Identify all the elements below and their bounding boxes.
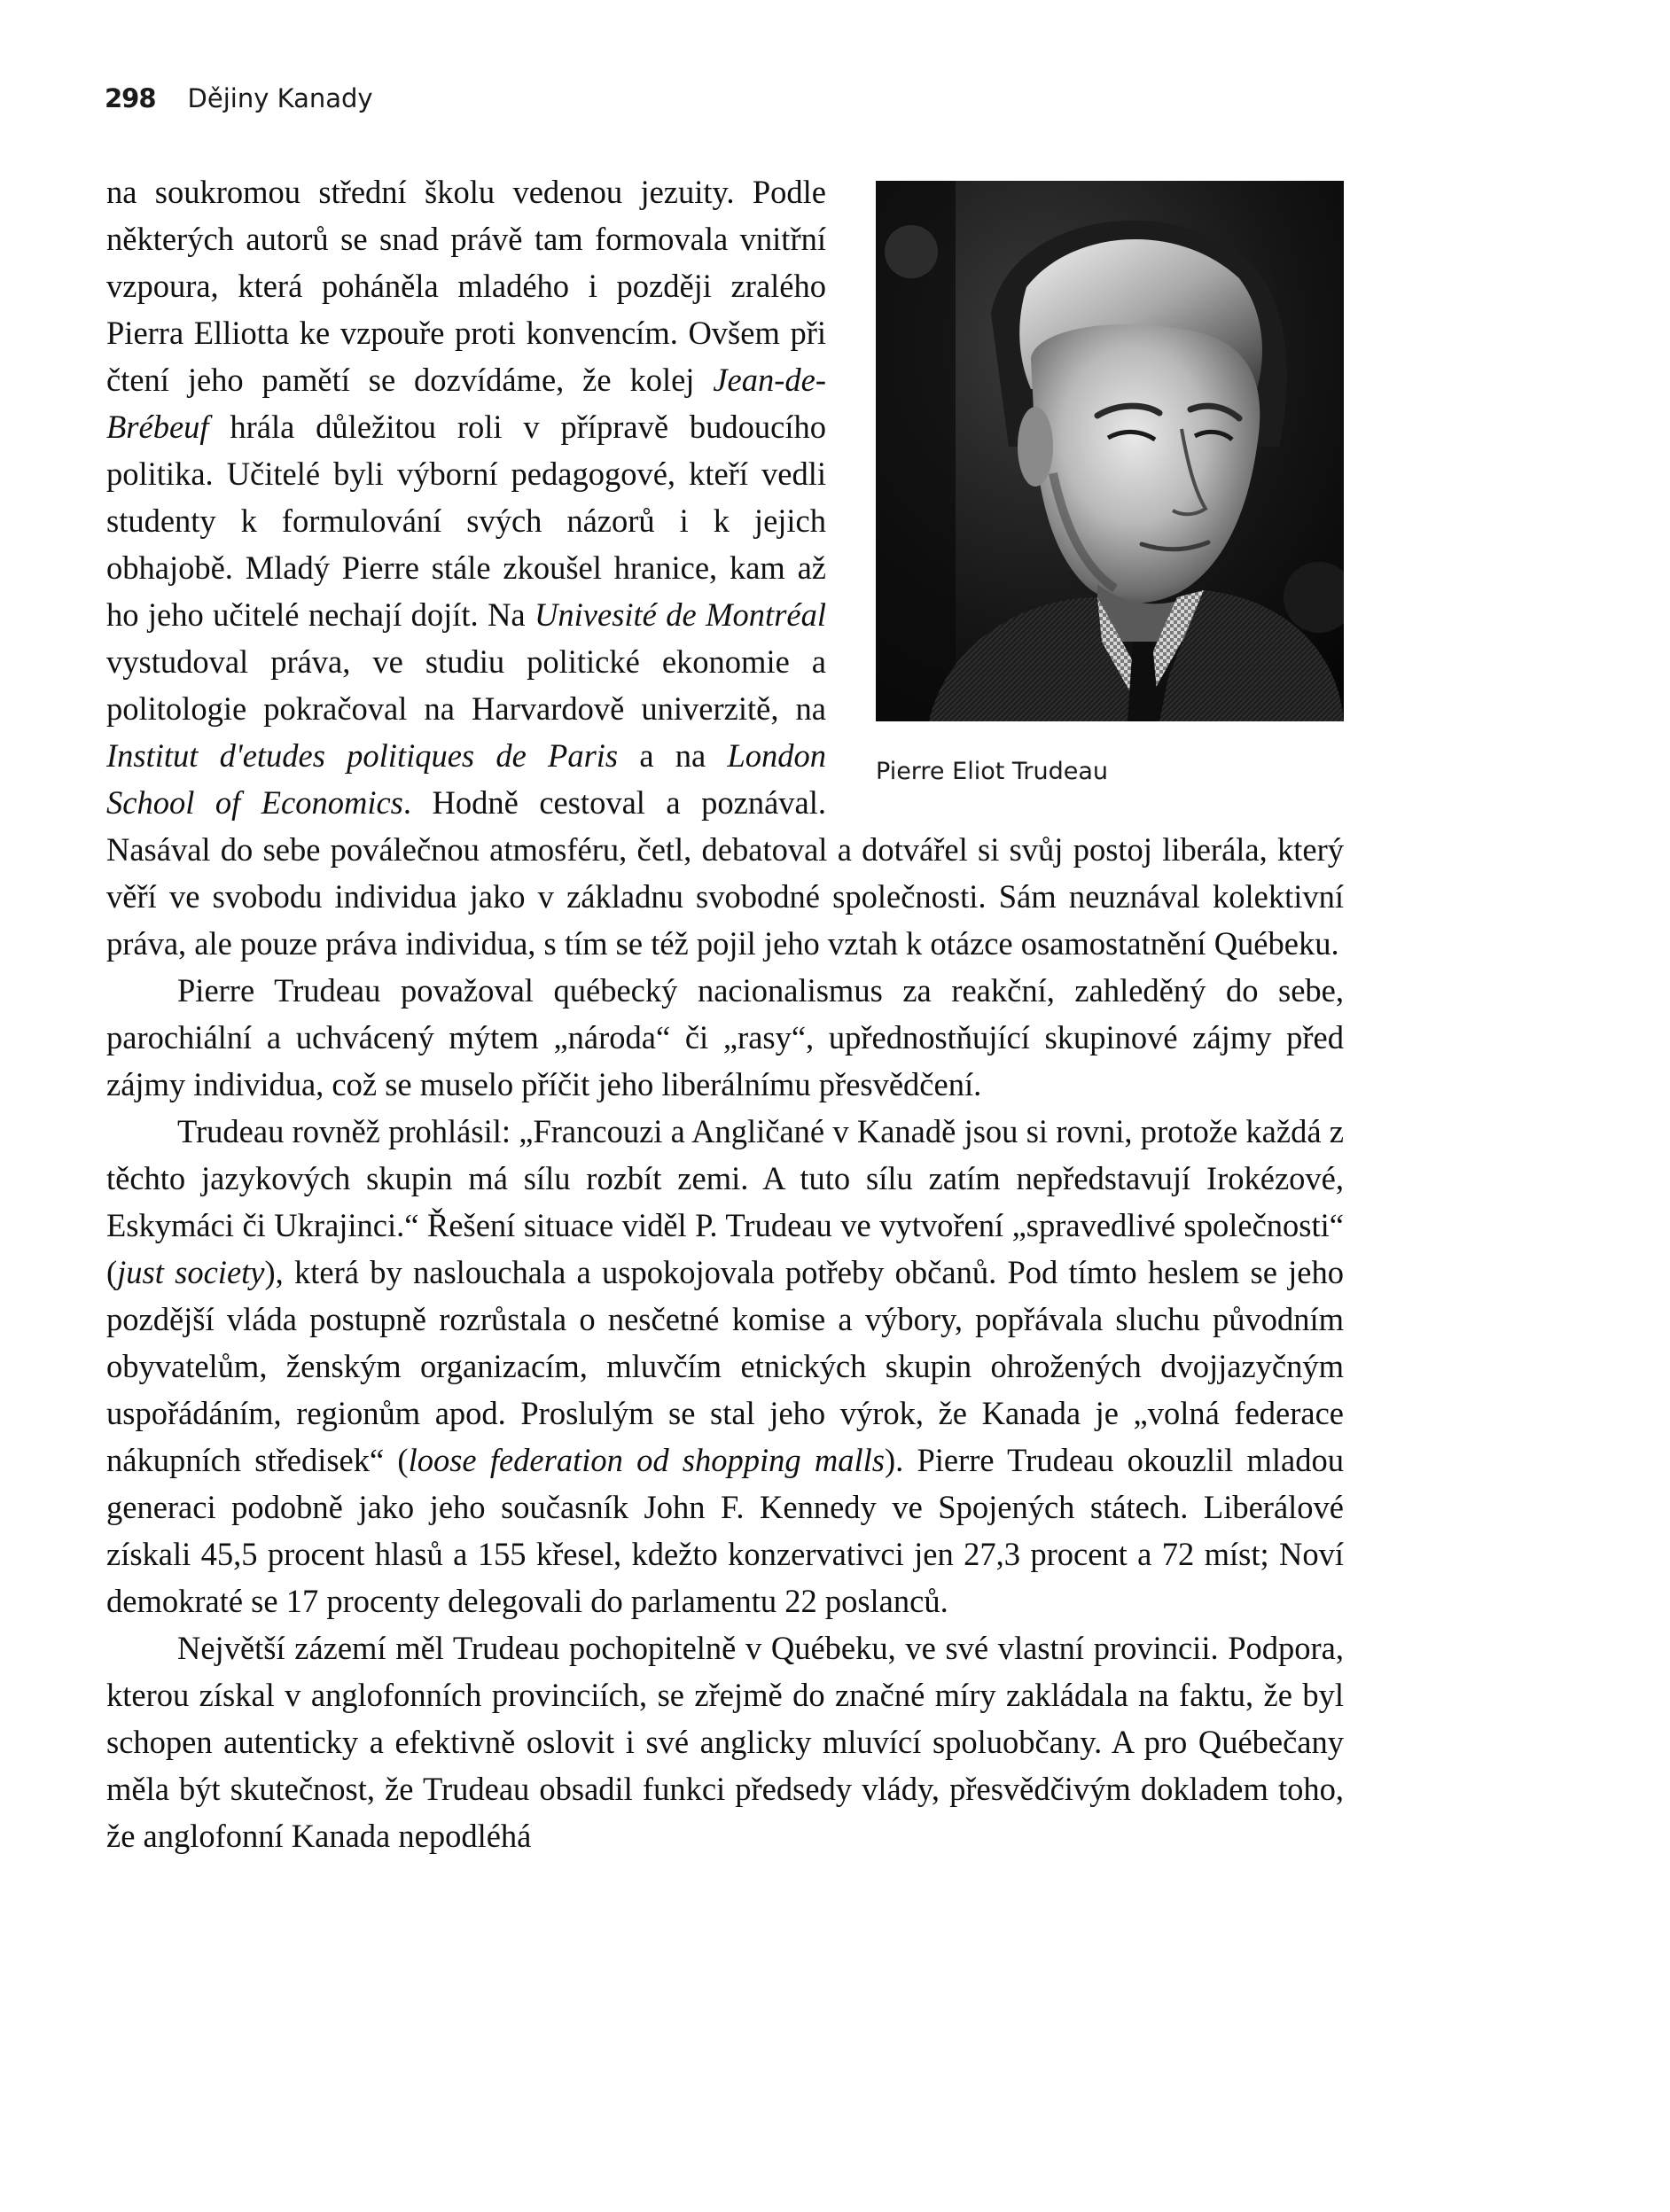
paragraph — [106, 1108, 1344, 1624]
text-run: vystudoval práva, ve studiu politické ekonomie a politologie pokračoval na Harvardově univerzitě, na — [106, 643, 826, 727]
text-run: a na — [618, 737, 728, 774]
italic-term: London School of Economics — [106, 737, 826, 821]
text-run: na soukromou střední školu vedenou jezuity. Podle některých autorů se snad právě tam formovala vnitřní vzpoura, která poháněla mladého i později zralého Pierra Elliotta ke vzpouře proti konvencím. Ovšem při čtení jeho pamětí se dozvídáme, že kolej — [106, 174, 826, 398]
book-title: Dějiny Kanady — [187, 83, 373, 113]
running-head — [105, 83, 373, 113]
paragraph — [106, 1624, 1344, 1859]
text-run: Největší zázemí měl Trudeau pochopitelně v Québeku, ve své vlastní provincii. Podpora, kterou získal v anglofonních provinciích, se zřejmě do značné míry zakládala na faktu, že byl schopen autenticky a efektivně oslovit i své anglicky mluvící spoluobčany. A pro Québečany měla být skutečnost, že Trudeau obsadil funkci předsedy vlády, přesvědčivým dokladem toho, že anglofonní Kanada nepodléhá — [106, 1630, 1344, 1854]
body-text — [106, 168, 1344, 1859]
paragraph — [106, 967, 1344, 1108]
figure-caption: Pierre Eliot Trudeau — [876, 758, 1109, 785]
text-run: Trudeau rovněž prohlásil: „Francouzi a Angličané v Kanadě jsou si rovni, protože každá z těchto jazykových skupin má sílu rozbít zemi. A tuto sílu zatím nepředstavují Irokézové, Eskymáci či Ukrajinci.“ Řešení situace viděl P. Trudeau ve vytvoření „spravedlivé společnosti“ ( — [106, 1113, 1344, 1290]
portrait-photo — [876, 181, 1344, 721]
text-run: hrála důležitou roli v přípravě budoucího politika. Učitelé byli výborní pedagogové, kteří vedli studenty k formulování svých názorů i k jejich obhajobě. Mladý Pierre stále zkoušel hranice, kam až ho jeho učitelé nechají dojít. Na — [106, 409, 826, 633]
italic-term: Jean-de-Brébeuf — [106, 362, 826, 445]
italic-term: Institut d'etudes politiques de Paris — [106, 737, 619, 774]
italic-term: loose federation od shopping malls — [408, 1442, 885, 1478]
text-run: ), která by naslouchala a uspokojovala potřeby občanů. Pod tímto heslem se jeho pozdější vláda postupně rozrůstala o nesčetné komise a výbory, popřávala sluchu původním obyvatelům, ženským organizacím, mluvčím etnických skupin ohrožených dvojjazyčným uspořádáním, regionům apod. Proslulým se stal jeho výrok, že Kanada je „volná federace nákupních středisek“ ( — [106, 1254, 1344, 1478]
italic-term: Univesité de Montréal — [535, 596, 826, 633]
portrait-figure — [876, 181, 1344, 826]
italic-term: just society — [117, 1254, 265, 1290]
text-run: . Hodně cestoval a poznával. Nasával do sebe poválečnou atmosféru, četl, debatoval a dotvářel si svůj postoj liberála, který věří ve svobodu individua jako v základnu svobodné společnosti. Sám neuznával kolektivní práva, ale pouze práva individua, s tím se též pojil jeho vztah k otázce osamostatnění Québeku. — [106, 784, 1344, 962]
page-number: 298 — [105, 83, 156, 113]
text-run: Pierre Trudeau považoval québecký nacionalismus za reakční, zahleděný do sebe, parochiální a uchvácený mýtem „národa“ či „rasy“, upřednostňující skupinové zájmy před zájmy individua, což se muselo příčit jeho liberálnímu přesvědčení. — [106, 972, 1344, 1102]
text-run: ). Pierre Trudeau okouzlil mladou generaci podobně jako jeho současník John F. Kennedy ve Spojených státech. Liberálové získali 45,5 procent hlasů a 155 křesel, kdežto konzervativci jen 27,3 procent a 72 míst; Noví demokraté se 17 procenty delegovali do parlamentu 22 poslanců. — [106, 1442, 1344, 1619]
trudeau-portrait-image — [876, 181, 1344, 721]
